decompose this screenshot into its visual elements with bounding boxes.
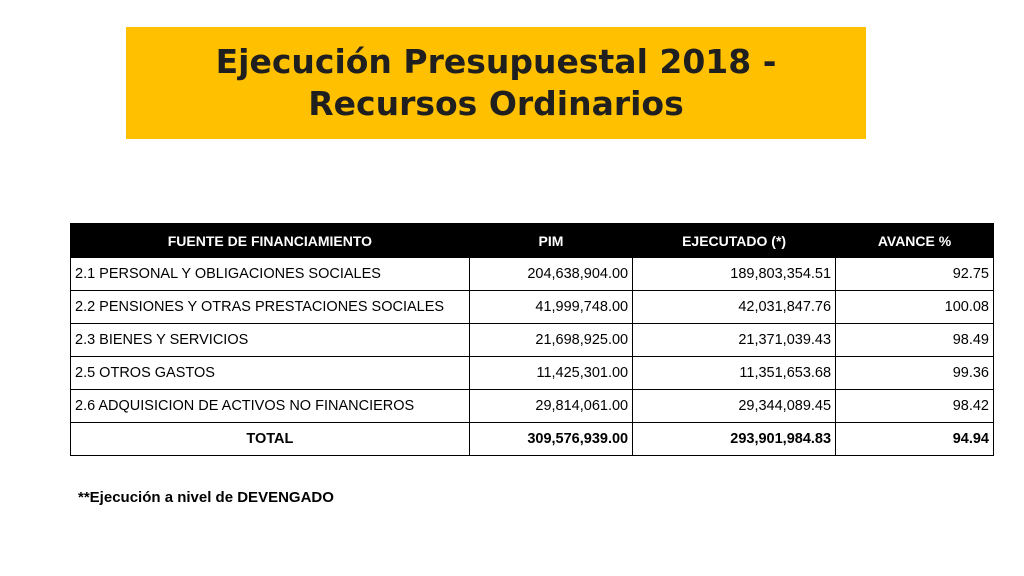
cell-pim: 21,698,925.00 xyxy=(469,324,632,357)
table-row xyxy=(71,357,994,390)
total-label: TOTAL xyxy=(71,423,470,456)
cell-avance: 99.36 xyxy=(836,357,994,390)
cell-fuente: 2.1 PERSONAL Y OBLIGACIONES SOCIALES xyxy=(71,258,470,291)
cell-ejecutado: 11,351,653.68 xyxy=(633,357,836,390)
budget-table xyxy=(70,223,994,456)
header-ejecutado: EJECUTADO (*) xyxy=(633,224,836,258)
table-row xyxy=(71,291,994,324)
table-total-row xyxy=(71,423,994,456)
cell-pim: 41,999,748.00 xyxy=(469,291,632,324)
title-banner xyxy=(126,27,866,139)
cell-avance: 92.75 xyxy=(836,258,994,291)
page-title-line-2: Recursos Ordinarios xyxy=(308,84,684,123)
cell-pim: 204,638,904.00 xyxy=(469,258,632,291)
header-pim: PIM xyxy=(469,224,632,258)
cell-fuente: 2.2 PENSIONES Y OTRAS PRESTACIONES SOCIALES xyxy=(71,291,470,324)
total-avance: 94.94 xyxy=(836,423,994,456)
cell-avance: 98.42 xyxy=(836,390,994,423)
table-header-row xyxy=(71,224,994,258)
total-ejecutado: 293,901,984.83 xyxy=(633,423,836,456)
cell-ejecutado: 42,031,847.76 xyxy=(633,291,836,324)
cell-fuente: 2.3 BIENES Y SERVICIOS xyxy=(71,324,470,357)
table-row xyxy=(71,324,994,357)
table-row xyxy=(71,390,994,423)
total-pim: 309,576,939.00 xyxy=(469,423,632,456)
cell-fuente: 2.5 OTROS GASTOS xyxy=(71,357,470,390)
cell-pim: 11,425,301.00 xyxy=(469,357,632,390)
cell-fuente: 2.6 ADQUISICION DE ACTIVOS NO FINANCIEROS xyxy=(71,390,470,423)
cell-avance: 98.49 xyxy=(836,324,994,357)
cell-pim: 29,814,061.00 xyxy=(469,390,632,423)
table-row xyxy=(71,258,994,291)
page-title-line-1: Ejecución Presupuestal 2018 - xyxy=(215,42,777,81)
footnote: **Ejecución a nivel de DEVENGADO xyxy=(78,489,334,506)
cell-ejecutado: 189,803,354.51 xyxy=(633,258,836,291)
header-avance: AVANCE % xyxy=(836,224,994,258)
cell-ejecutado: 29,344,089.45 xyxy=(633,390,836,423)
cell-ejecutado: 21,371,039.43 xyxy=(633,324,836,357)
header-fuente: FUENTE DE FINANCIAMIENTO xyxy=(71,224,470,258)
cell-avance: 100.08 xyxy=(836,291,994,324)
